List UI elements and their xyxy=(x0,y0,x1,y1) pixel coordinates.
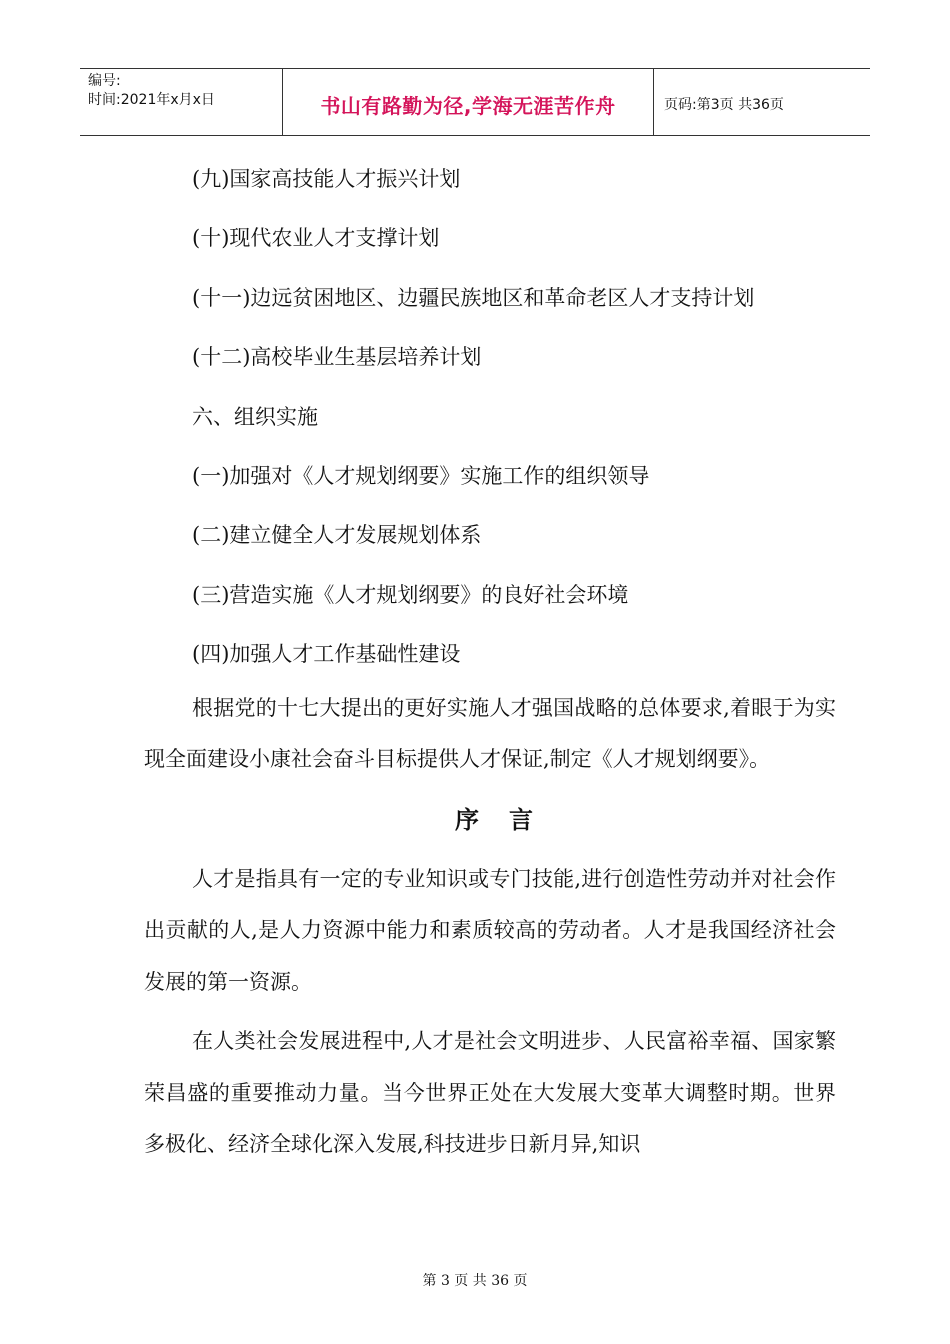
intro-paragraph: 根据党的十七大提出的更好实施人才强国战略的总体要求,着眼于为实现全面建设小康社会奋斗目标提供人才保证,制定《人才规划纲要》。 xyxy=(144,695,836,772)
implementation-item: (一)加强对《人才规划纲要》实施工作的组织领导 xyxy=(192,463,650,488)
plan-item: (十)现代农业人才支撑计划 xyxy=(192,226,440,251)
header-meta xyxy=(80,69,282,135)
header-page-code: 页码:第3页 共36页 xyxy=(664,97,784,113)
implementation-item: (二)建立健全人才发展规划体系 xyxy=(192,523,482,548)
header-motto: 书山有路勤为径,学海无涯苦作舟 xyxy=(282,69,654,135)
document-body xyxy=(144,164,844,1179)
document-time-label: 时间:2021年x月x日 xyxy=(88,92,215,108)
plan-item: (九)国家高技能人才振兴计划 xyxy=(192,167,461,191)
preface-paragraph: 人才是指具有一定的专业知识或专门技能,进行创造性劳动并对社会作出贡献的人,是人力资源中能力和素质较高的劳动者。人才是我国经济社会发展的第一资源。 xyxy=(144,866,836,994)
plan-item: (十二)高校毕业生基层培养计划 xyxy=(192,345,482,370)
page-header xyxy=(80,68,870,136)
preface-title: 序言 xyxy=(455,805,563,834)
section-heading: 六、组织实施 xyxy=(192,404,318,429)
preface-paragraph: 在人类社会发展进程中,人才是社会文明进步、人民富裕幸福、国家繁荣昌盛的重要推动力量。当今世界正处在大发展大变革大调整时期。世界多极化、经济全球化深入发展,科技进步日新月异,知识 xyxy=(144,1029,836,1157)
page-footer: 第 3 页 共 36 页 xyxy=(422,1273,528,1289)
document-number-label: 编号: xyxy=(88,73,121,89)
plan-item: (十一)边远贫困地区、边疆民族地区和革命老区人才支持计划 xyxy=(192,285,755,310)
implementation-item: (四)加强人才工作基础性建设 xyxy=(192,642,461,667)
implementation-item: (三)营造实施《人才规划纲要》的良好社会环境 xyxy=(192,582,629,607)
